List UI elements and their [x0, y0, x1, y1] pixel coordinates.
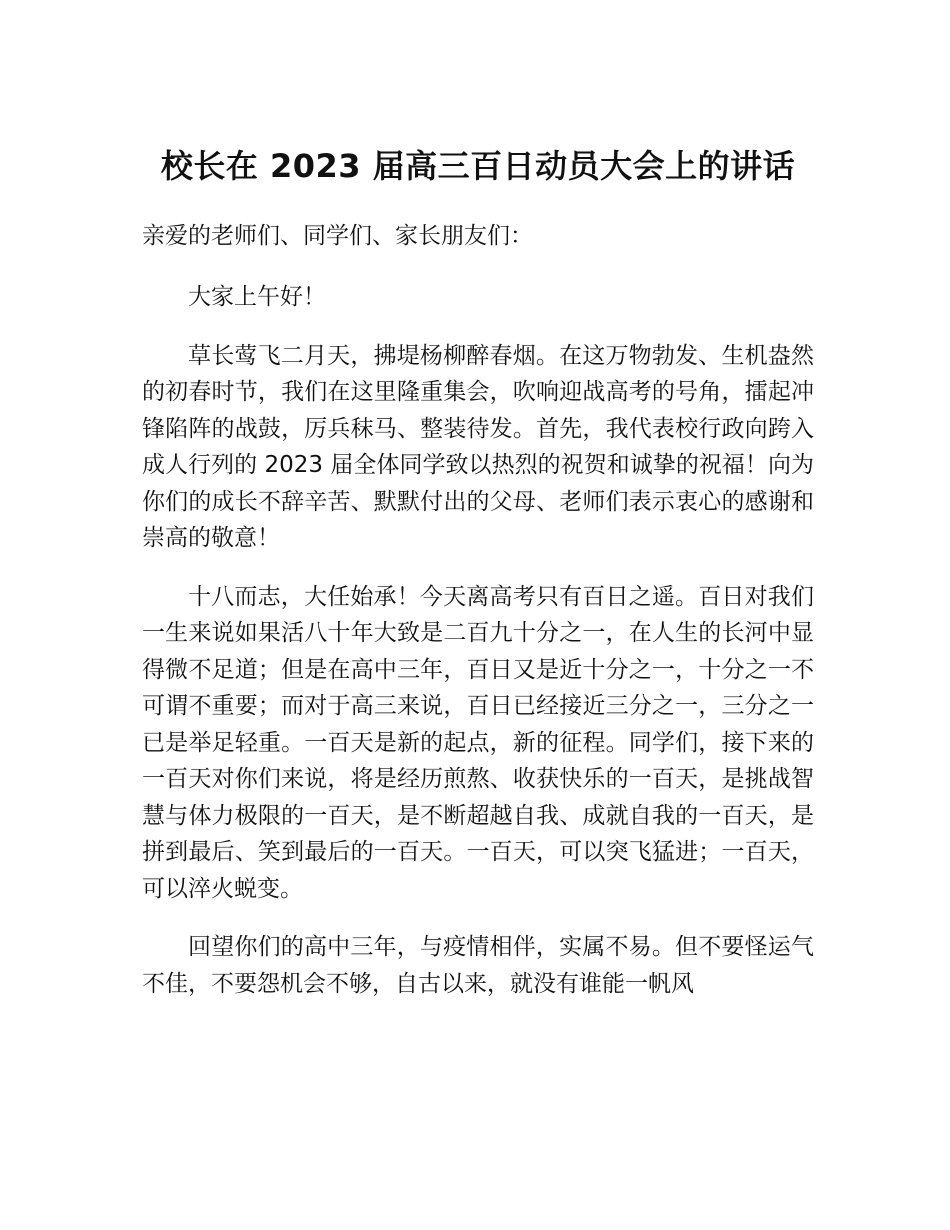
paragraph-hundred-days: 十八而志，大任始承！今天离高考只有百日之遥。百日对我们一生来说如果活八十年大致是二百九十分之一，在人生的长河中显得微不足道；但是在高中三年，百日又是近十分之一，十分之一不可谓不重要；而对于高三来说，百日已经接近三分之一，三分之一已是举足轻重。一百天是新的起点，新的征程。同学们，接下来的一百天对你们来说，将是经历煎熬、收获快乐的一百天，是挑战智慧与体力极限的一百天，是不断超越自我、成就自我的一百天，是拼到最后、笑到最后的一百天。一百天，可以突飞猛进；一百天，可以淬火蜕变。 [142, 583, 814, 902]
salutation: 亲爱的老师们、同学们、家长朋友们： [142, 223, 533, 249]
document-page [142, 140, 814, 1002]
paragraph-retrospect: 回望你们的高中三年，与疫情相伴，实属不易。但不要怪运气不佳，不要怨机会不够，自古以来，就没有谁能一帆风 [142, 934, 814, 997]
document-title: 校长在 2023 届高三百日动员大会上的讲话 [160, 147, 796, 185]
paragraph-greeting: 大家上午好！ [188, 284, 326, 310]
paragraph-opening: 草长莺飞二月天，拂堤杨柳醉春烟。在这万物勃发、生机盎然的初春时节，我们在这里隆重集会，吹响迎战高考的号角，擂起冲锋陷阵的战鼓，厉兵秣马、整装待发。首先，我代表校行政向跨入成人行列的 2023 届全体同学致以热烈的祝贺和诚挚的祝福！向为你们的成长不辞辛苦、默默付出的父母、老师们表示衷心的感谢和崇高的敬意！ [142, 342, 814, 551]
